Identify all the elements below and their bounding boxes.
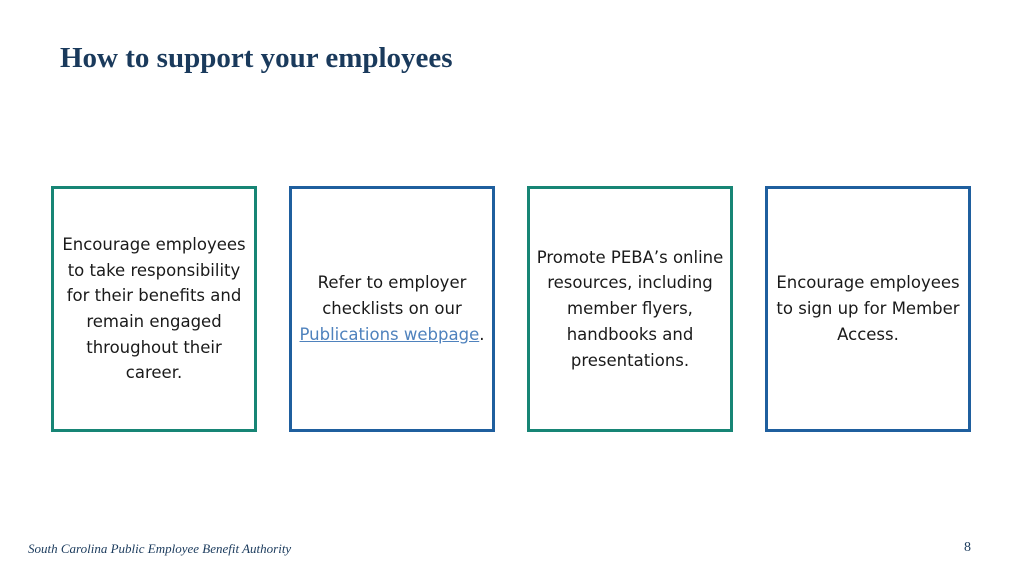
card-member-access	[765, 186, 971, 432]
card-promote-resources	[527, 186, 733, 432]
card-text: Encourage employees to sign up for Member Access.	[776, 273, 960, 344]
card-text-after: .	[479, 324, 485, 344]
publications-webpage-link[interactable]: Publications webpage	[299, 324, 480, 344]
page-number: 8	[964, 540, 971, 555]
card-employer-checklists	[289, 186, 495, 432]
card-text-before: Refer to employer checklists on our	[317, 273, 467, 319]
card-text: Encourage employees to take responsibility for their benefits and remain engaged throughout their career.	[62, 234, 246, 383]
slide-title: How to support your employees	[60, 42, 453, 74]
card-text: Promote PEBA’s online resources, including member flyers, handbooks and presentations.	[536, 247, 724, 370]
footer-organization: South Carolina Public Employee Benefit Authority	[28, 541, 292, 556]
card-encourage-responsibility	[51, 186, 257, 432]
card-text	[298, 270, 486, 347]
